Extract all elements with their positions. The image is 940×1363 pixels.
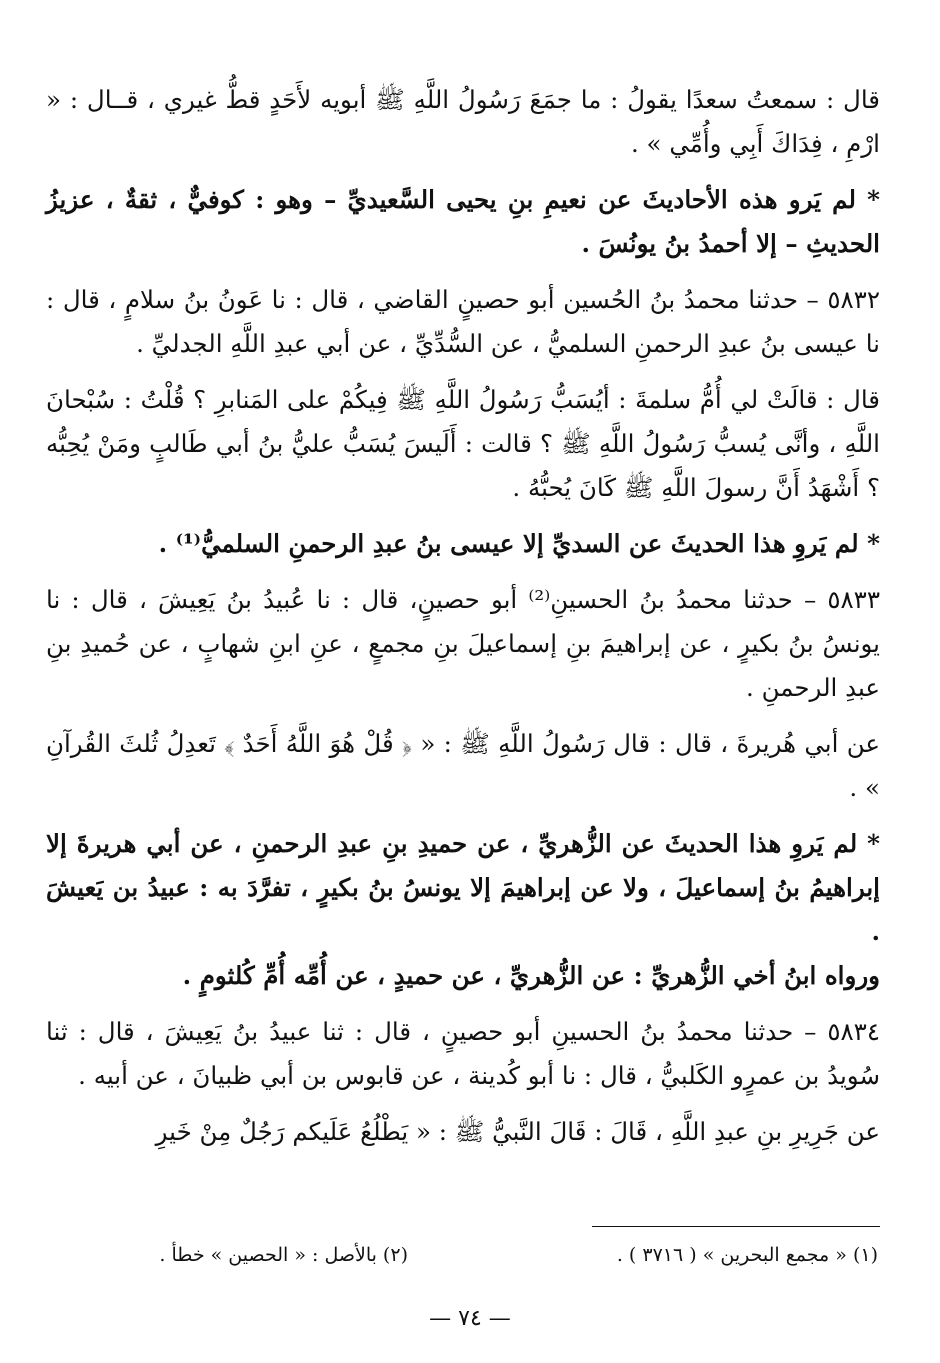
hadith-5834-chain: ٥٨٣٤ – حدثنا محمدُ بنُ الحسينِ أبو حصينٍ ، قال : ثنا عبيدُ بنُ يَعِيشَ ، قال : ثنا سُويدُ بن عمرٍو الكَلبيُّ ، قال : نا أبو كُدينة ، عن قابوس بن أبي ظبيانَ ، عن أبيه .: [46, 1017, 880, 1090]
hadith-text-paragraph: قال : سمعتُ سعدًا يقولُ : ما جمَعَ رَسُولُ اللَّهِ ﷺ أبويه لأَحَدٍ قطُّ غيري ، قــال : « ارْمِ ، فِدَاكَ أَبِي وأُمِّي » .: [46, 85, 880, 158]
main-text: [46, 78, 880, 1154]
hadith-5833-chain: ٥٨٣٣ – حدثنا محمدُ بنُ الحسينِ⁽²⁾ أبو حصينٍ، قال : نا عُبيدُ بنُ يَعِيشَ ، قال : نا يونسُ بنُ بكيرٍ ، عن إبراهيمَ بنِ إسماعيلَ بنِ مجمعٍ ، عنِ ابنِ شهابٍ ، عن حُميدِ بنِ عبدِ الرحمنِ .: [46, 585, 880, 702]
hadith-5832-text: قال : قالَتْ لي أُمُّ سلمةَ : أيُسَبُّ رَسُولُ اللَّهِ ﷺ فِيكُمْ على المَنابرِ ؟ قُلْتُ : سُبْحانَ اللَّهِ ، وأنَّى يُسبُّ رَسُولُ اللَّهِ ﷺ ؟ قالت : أَلَيسَ يُسَبُّ عليُّ بنُ أبي طَالبٍ ومَنْ يُحِبُّه ؟ أَشْهَدُ أَنَّ رسولَ اللَّهِ ﷺ كَانَ يُحبُّهُ .: [46, 385, 880, 502]
commentary-paragraph: ورواه ابنُ أخي الزُّهريِّ : عن الزُّهريِّ ، عن حميدٍ ، عن أُمِّه أُمِّ كُلثومٍ .: [182, 961, 880, 990]
page-number: — ٧٤ —: [429, 1306, 511, 1331]
hadith-5834-text: عن جَرِيرِ بنِ عبدِ اللَّهِ ، قَالَ : قَالَ النَّبيُّ ﷺ : « يَطْلُعُ عَلَيكم رَجُلٌ مِنْ خَيرِ: [155, 1117, 880, 1146]
hadith-5833-text: عن أبي هُريرةَ ، قال : قال رَسُولُ اللَّهِ ﷺ : « ﴿ قُلْ هُوَ اللَّهُ أَحَدٌ ﴾ تَعدِلُ ثُلثَ القُرآنِ » .: [46, 729, 880, 802]
commentary-paragraph: * لم يَروِ هذا الحديثَ عن السديِّ إلا عيسى بنُ عبدِ الرحمنِ السلميُّ⁽¹⁾ .: [158, 529, 880, 558]
commentary-paragraph: * لم يَروِ هذا الحديثَ عن الزُّهريِّ ، عن حميدِ بنِ عبدِ الرحمنِ ، عن أبي هريرةَ إلا إبراهيمُ بنُ إسماعيلَ ، ولا عن إبراهيمَ إلا يونسُ بنُ بكيرٍ ، تفرَّدَ به : عبيدُ بن يَعيشَ .: [46, 829, 880, 946]
footnote-divider: [592, 1226, 880, 1227]
hadith-5832-chain: ٥٨٣٢ – حدثنا محمدُ بنُ الحُسين أبو حصينٍ القاضي ، قال : نا عَونُ بنُ سلامٍ ، قال : نا عيسى بنُ عبدِ الرحمنِ السلميُّ ، عن السُّدِّيِّ ، عن أبي عبدِ اللَّهِ الجدليِّ .: [46, 285, 880, 358]
footnote-1: (١) « مجمع البحرين » ( ٣٧١٦ ) .: [616, 1244, 878, 1266]
footnote-2: (٢) بالأصل : « الحصين » خطأ .: [159, 1244, 408, 1266]
commentary-paragraph: * لم يَرو هذه الأحاديثَ عن نعيمِ بنِ يحيى السَّعيديِّ – وهو : كوفيٌّ ، ثقةٌ ، عزيزُ الحديثِ – إلا أحمدُ بنُ يونُسَ .: [46, 185, 880, 258]
